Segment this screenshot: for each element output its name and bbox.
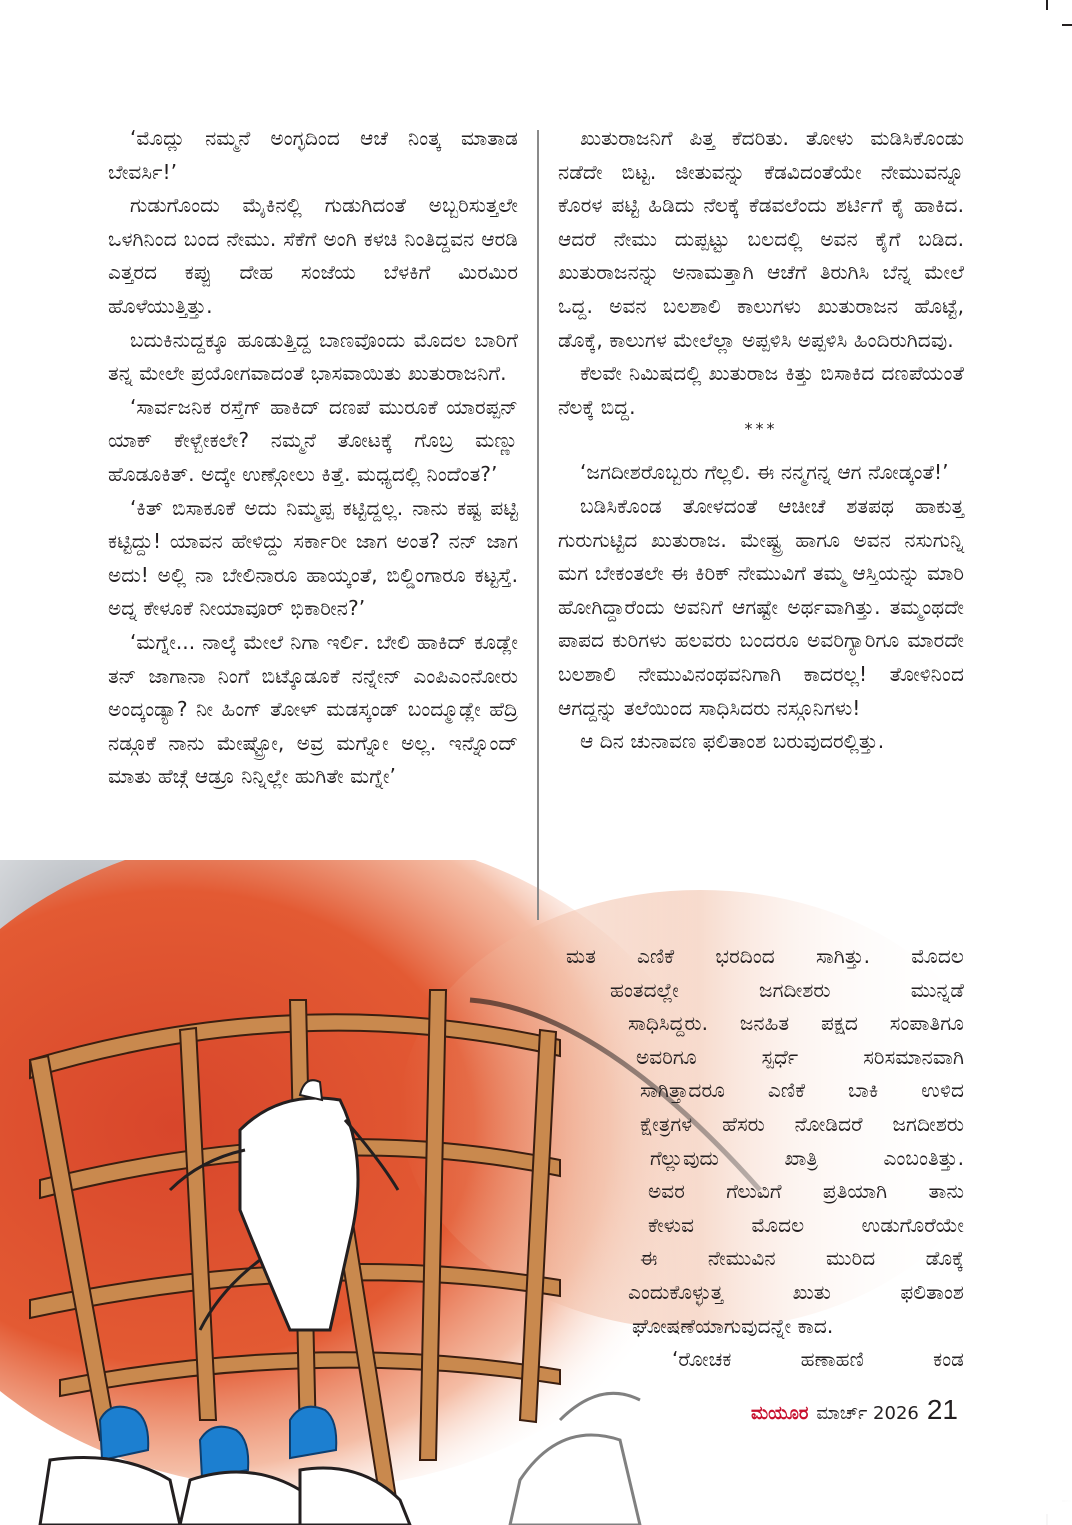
crop-mark-top <box>1046 0 1048 10</box>
story-paragraph: ‘ಜಗದೀಶರೊಬ್ಬರು ಗೆಲ್ಲಲಿ. ಈ ನನ್ಮಗನ್ನ ಆಗ ನೋಡ್ಕಂತೆ!’ <box>580 460 949 485</box>
wrapped-line: ಮತ ಎಣಿಕೆ ಭರದಿಂದ ಸಾಗಿತ್ತು. ಮೊದಲ <box>566 944 964 968</box>
story-paragraph: ಖುತುರಾಜನಿಗೆ ಪಿತ್ತ ಕೆದರಿತು. ತೋಳು ಮಡಿಸಿಕೊಂಡು ನಡೆದೇ ಬಿಟ್ಟ. ಜೀತುವನ್ನು ಕೆಡವಿದಂತೆಯೇ ನೇಮುವನ್ನೂ ಕೊರಳ ಪಟ್ಟಿ ಹಿಡಿದು ನೆಲಕ್ಕೆ ಕೆಡವಲೆಂದು ಶರ್ಟಿಗೆ ಕೈ ಹಾಕಿದ. ಆದರೆ ನೇಮು ದುಪ್ಪಟ್ಟು ಬಲದಲ್ಲಿ ಅವನ ಕೈಗೆ ಬಡಿದ. ಖುತುರಾಜನನ್ನು ಅನಾಮತ್ತಾಗಿ ಆಚೆಗೆ ತಿರುಗಿಸಿ ಬೆನ್ನ ಮೇಲೆ ಒದ್ದ. ಅವನ ಬಲಶಾಲಿ ಕಾಲುಗಳು ಖುತುರಾಜನ ಹೊಟ್ಟೆ, ಡೊಕ್ಕೆ, ಕಾಲುಗಳ ಮೇಲೆಲ್ಲಾ ಅಪ್ಪಳಿಸಿ ಅಪ್ಪಳಿಸಿ ಹಿಂದಿರುಗಿದವು. <box>558 126 964 352</box>
story-paragraph: ಬದುಕಿನುದ್ದಕ್ಕೂ ಹೂಡುತ್ತಿದ್ದ ಬಾಣವೊಂದು ಮೊದಲ ಬಾರಿಗೆ ತನ್ನ ಮೇಲೇ ಪ್ರಯೋಗವಾದಂತೆ ಭಾಸವಾಯಿತು ಖುತುರಾಜನಿಗೆ. <box>108 327 518 386</box>
wrapped-line: ಗೆಲ್ಲುವುದು ಖಾತ್ರಿ ಎಂಬಂತಿತ್ತು. <box>650 1145 964 1170</box>
story-paragraph: ‘ಕಿತ್ ಬಿಸಾಕೂಕೆ ಅದು ನಿಮ್ಮಪ್ಪ ಕಟ್ಟಿದ್ದಲ್ಲ. ನಾನು ಕಷ್ಟ ಪಟ್ಟಿ ಕಟ್ಟಿದ್ದು! ಯಾವನ ಹೇಳಿದ್ದು ಸರ್ಕಾರೀ ಜಾಗ ಅಂತ? ನನ್ ಜಾಗ ಅದು! ಅಲ್ಲಿ ನಾ ಬೇಲಿನಾರೂ ಹಾಯ್ಕಂತೆ, ಬಿಲ್ಡಿಂಗಾರೂ ಕಟ್ಟಸ್ತೆ. ಅದ್ನ ಕೇಳೂಕೆ ನೀಯಾವೂರ್ ಭಿಕಾರೀನ?’ <box>108 495 518 621</box>
wrapped-line: ‘ರೋಚಕ ಹಣಾಹಣಿ ಕಂಡ <box>672 1347 964 1372</box>
issue-date: ಮಾರ್ಚ್ 2026 <box>816 1403 919 1424</box>
story-paragraph: ಕೆಲವೇ ನಿಮಿಷದಲ್ಲಿ ಖುತುರಾಜ ಕಿತ್ತು ಬಿಸಾಕಿದ ದಣಪೆಯಂತೆ ನೆಲಕ್ಕೆ ಬಿದ್ದ. <box>558 361 964 419</box>
magazine-brand: ಮಯೂರ <box>750 1403 809 1424</box>
story-paragraph: ಆ ದಿನ ಚುನಾವಣ ಫಲಿತಾಂಶ ಬರುವುದರಲ್ಲಿತ್ತು. <box>580 729 885 754</box>
left-column <box>108 122 518 794</box>
wrapped-line: ಕ್ಷೇತ್ರಗಳ ಹೆಸರು ನೋಡಿದರೆ ಜಗದೀಶರು <box>640 1112 964 1136</box>
page-number: 21 <box>926 1394 958 1425</box>
wrapped-line: ಈ ನೇಮುವಿನ ಮುರಿದ ಡೊಕ್ಕೆ <box>640 1246 964 1271</box>
wrapped-line: ಘೋಷಣೆಯಾಗುವುದನ್ನೇ ಕಾದ. <box>632 1313 834 1338</box>
story-paragraph: ‘ಮಗ್ನೇ... ನಾಲ್ಕೆ ಮೇಲೆ ನಿಗಾ ಇರ್ಲಿ. ಬೇಲಿ ಹಾಕಿದ್ ಕೂಡ್ಲೇ ತನ್ ಜಾಗಾನಾ ನಿಂಗೆ ಬಿಟ್ಕೊಡೂಕೆ ನನ್ನೇನ್ ಎಂಪಿಎಂನೋರು ಅಂದ್ಕಂಡ್ಯಾ? ನೀ ಹಿಂಗ್ ತೋಳ್ ಮಡಸ್ಕಂಡ್ ಬಂದ್ಮೂಡ್ಲೇ ಹೆದ್ರಿ ನಡ್ಗೂಕೆ ನಾನು ಮೇಷ್ಟ್ರೋ, ಅವ್ರ ಮಗ್ನೋ ಅಲ್ಲ. ಇನ್ನೊಂದ್ ಮಾತು ಹೆಚ್ಗೆ ಆಡ್ರೂ ನಿನ್ನಿಲ್ಲೇ ಹುಗಿತೇ ಮಗ್ನೇ’ <box>108 629 518 789</box>
section-break: *** <box>744 419 778 439</box>
wrapped-line: ಸಾಧಿಸಿದ್ದರು. ಜನಹಿತ ಪಕ್ಷದ ಸಂಪಾತಿಗೂ <box>628 1011 964 1036</box>
wrapped-line: ಅವರ ಗೆಲುವಿಗೆ ಪ್ರತಿಯಾಗಿ ತಾನು <box>648 1179 964 1204</box>
right-column <box>558 122 964 759</box>
story-paragraph: ಬಡಿಸಿಕೊಂಡ ತೋಳದಂತೆ ಆಚೀಚೆ ಶತಪಥ ಹಾಕುತ್ತ ಗುರುಗುಟ್ಟಿದ ಖುತುರಾಜ. ಮೇಷ್ಟ್ರ ಹಾಗೂ ಅವನ ನಸುಗುನ್ನಿ ಮಗ ಬೇಕಂತಲೇ ಈ ಕಿರಿಕ್ ನೇಮುವಿಗೆ ತಮ್ಮ ಆಸ್ತಿಯನ್ನು ಮಾರಿ ಹೋಗಿದ್ದಾರೆಂದು ಅವನಿಗೆ ಆಗಷ್ಟೇ ಅರ್ಥವಾಗಿತ್ತು. ತಮ್ಮಂಥದೇ ಪಾಪದ ಕುರಿಗಳು ಹಲವರು ಬಂದರೂ ಅವರಿಗ್ಯಾರಿಗೂ ಮಾರದೇ ಬಲಶಾಲಿ ನೇಮುವಿನಂಥವನಿಗಾಗಿ ಕಾದರಲ್ಲ! ತೋಳಿನಿಂದ ಆಗದ್ದನ್ನು ತಲೆಯಿಂದ ಸಾಧಿಸಿದರು ನಸ್ಗೂನಿಗಳು! <box>558 493 964 720</box>
crop-mark-right-top <box>1062 24 1072 26</box>
wrapped-line: ಎಂದುಕೊಳ್ಳುತ್ತ ಖುತು ಫಲಿತಾಂಶ <box>628 1280 964 1304</box>
page-footer <box>751 1394 958 1428</box>
story-paragraph: ‘ಮೊದ್ಲು ನಮ್ಮನೆ ಅಂಗ್ಳದಿಂದ ಆಚೆ ನಿಂತ್ಕ ಮಾತಾಡ ಬೇವರ್ಸಿ!’ <box>108 126 518 184</box>
story-paragraph: ಗುಡುಗೊಂದು ಮೈಕಿನಲ್ಲಿ ಗುಡುಗಿದಂತೆ ಅಬ್ಬರಿಸುತ್ತಲೇ ಒಳಗಿನಿಂದ ಬಂದ ನೇಮು. ಸೆಕೆಗೆ ಅಂಗಿ ಕಳಚಿ ನಿಂತಿದ್ದವನ ಆರಡಿ ಎತ್ತರದ ಕಪ್ಪು ದೇಹ ಸಂಜೆಯ ಬೆಳಕಿಗೆ ಮಿರಮಿರ ಹೊಳೆಯುತ್ತಿತ್ತು. <box>108 193 518 318</box>
wrapped-line: ಕೇಳುವ ಮೊದಲ ಉಡುಗೊರೆಯೇ <box>648 1212 964 1237</box>
story-paragraph: ‘ಸಾರ್ವಜನಿಕ ರಸ್ತೆಗ್ ಹಾಕಿದ್ ದಣಪೆ ಮುರೂಕೆ ಯಾರಪ್ಪನ್ ಯಾಕ್ ಕೇಳ್ಬೇಕಲೇ? ನಮ್ಮನೆ ತೋಟಕ್ಕೆ ಗೊಬ್ರ ಮಣ್ಣು ಹೊಡೂಕಿತ್. ಅದ್ಕೇ ಉಣ್ಗೋಲು ಕಿತ್ತೆ. ಮಧ್ಯದಲ್ಲಿ ನಿಂದೆಂತ?’ <box>108 394 518 486</box>
wrapped-line: ಅವರಿಗೂ ಸ್ಪರ್ಧೆ ಸರಿಸಮಾನವಾಗಿ <box>636 1044 964 1069</box>
wrapped-line: ಹಂತದಲ್ಲೇ ಜಗದೀಶರು ಮುನ್ನಡೆ <box>610 977 964 1002</box>
wrapped-line: ಸಾಗಿತ್ತಾದರೂ ಎಣಿಕೆ ಬಾಕಿ ಉಳಿದ <box>640 1078 964 1103</box>
column-divider <box>537 130 539 920</box>
